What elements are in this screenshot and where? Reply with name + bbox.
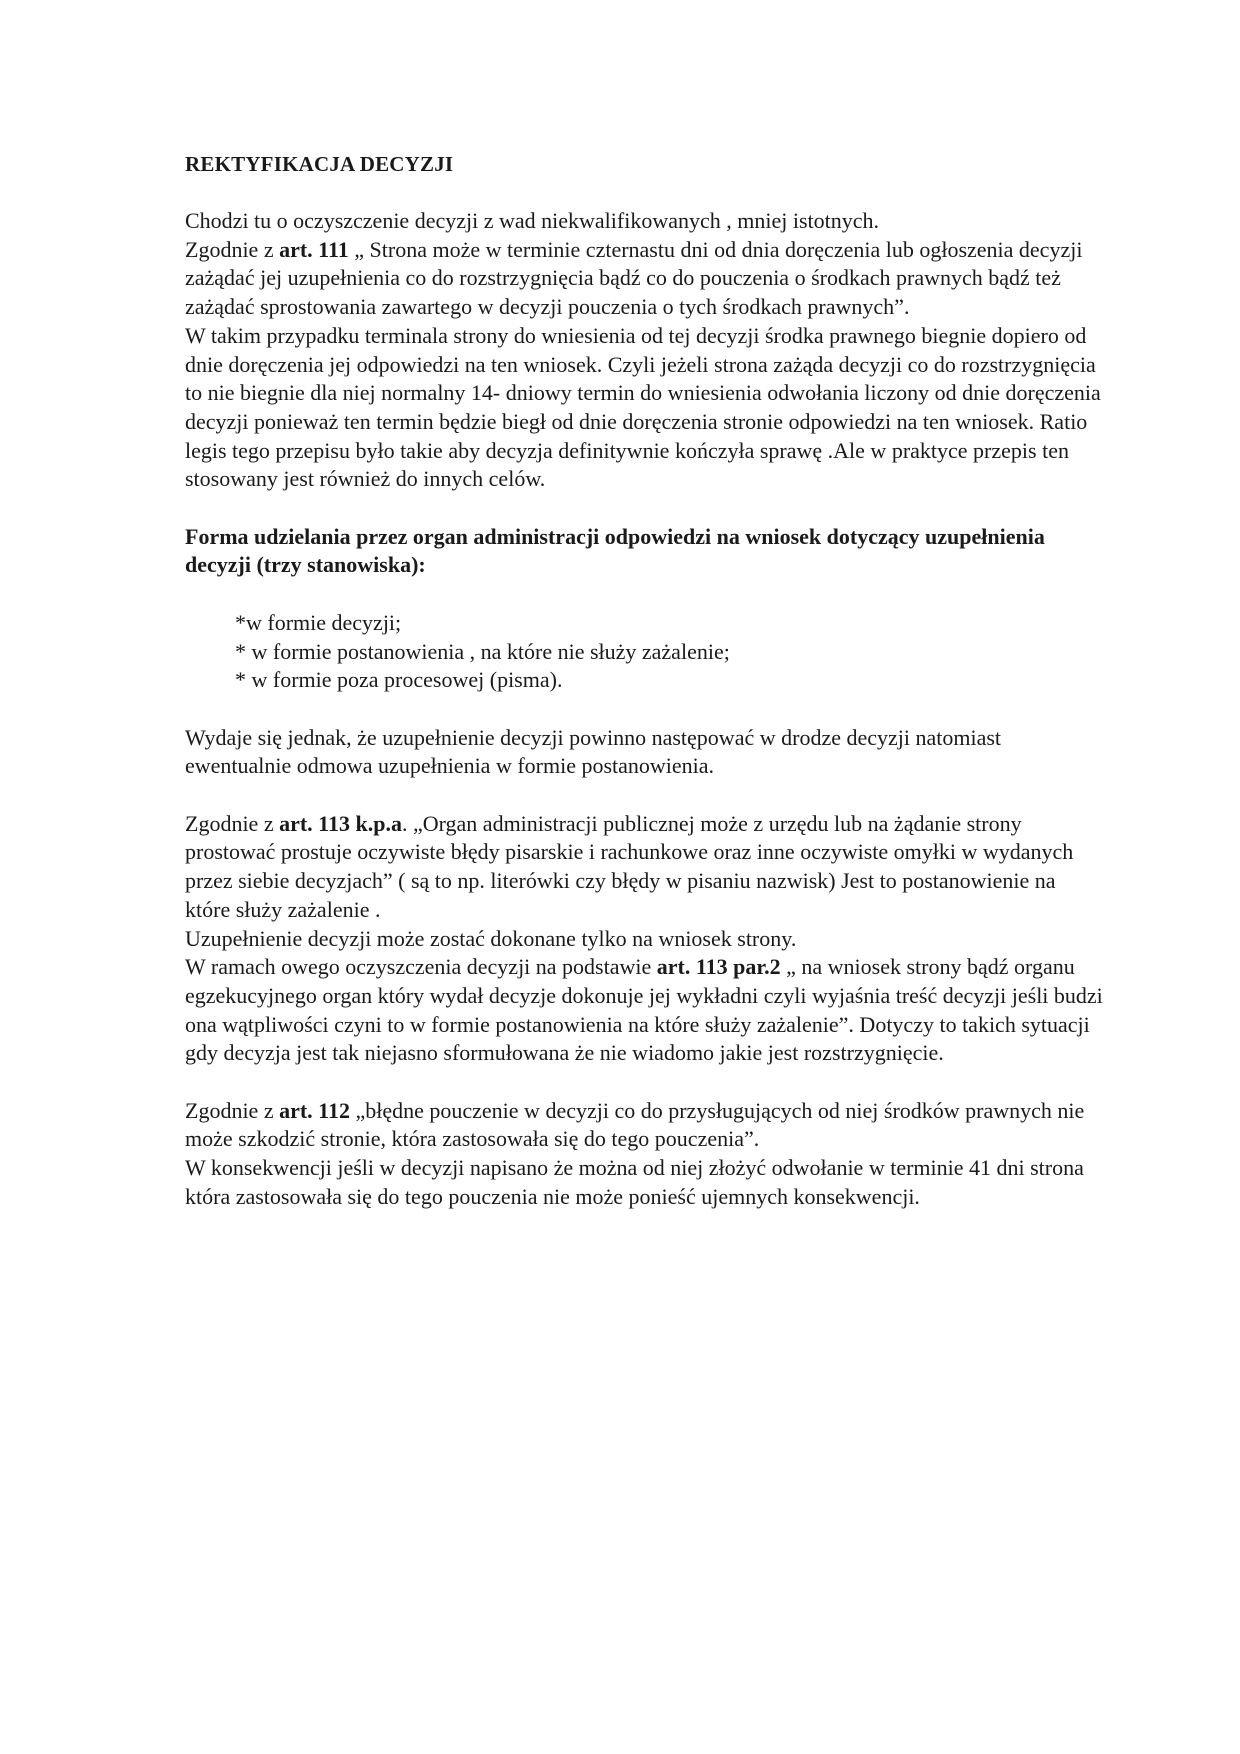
paragraph-art-113-quote: . „Organ administracji publicznej może z urzędu lub na żądanie strony prostować prostuje oczywiste błędy pisarskie i rachunkowe oraz inne oczywiste omyłki w wydanych przez siebie decyzjach” ( są to np. literówki czy błędy w pisaniu nazwisk) Jest to postanowienie na które służy zażalenie . <box>185 810 1074 922</box>
spacer <box>185 1068 1105 1097</box>
article-ref-113: art. 113 k.p.a <box>279 810 402 836</box>
spacer <box>185 494 1105 523</box>
section-heading: Forma udzielania przez organ administracji odpowiedzi na wniosek dotyczący uzupełnienia decyzji (trzy stanowiska): <box>185 523 1045 578</box>
list-item: * w formie poza procesowej (pisma). <box>235 667 563 693</box>
paragraph-art-112-pre: Zgodnie z <box>185 1097 280 1123</box>
document-title: REKTYFIKACJA DECYZJI <box>185 152 454 176</box>
spacer <box>185 781 1105 810</box>
article-ref-113-par2: art. 113 par.2 <box>656 954 781 980</box>
paragraph-art-112-line2: W konsekwencji jeśli w decyzji napisano że można od niej złożyć odwołanie w terminie 41 dni strona która zastosowała się do tego pouczenia nie może ponieść ujemnych konsekwencji. <box>185 1155 1084 1209</box>
paragraph-art-113-pre: Zgodnie z <box>185 810 280 836</box>
paragraph-intro-quote: „ Strona może w terminie czternastu dni od dnia doręczenia lub ogłoszenia decyzji zażądać jej uzupełnienia co do rozstrzygnięcia bądź co do pouczenia o środkach prawnych bądź też zażądać sprostowania zawartego w decyzji pouczenia o tych środkach prawnych”. <box>185 236 1083 320</box>
paragraph-art-113-line2: Uzupełnienie decyzji może zostać dokonane tylko na wniosek strony. <box>185 925 797 951</box>
paragraph-intro <box>185 207 1105 322</box>
paragraph-art-113-quote2: „ na wniosek strony bądź organu egzekucyjnego organ który wydał decyzje dokonuje jej wykładni czyli wyjaśnia treść decyzji jeśli budzi ona wątpliwości czyni to w formie postanowienia na które służy zażalenie”. Dotyczy to takich sytuacji gdy decyzja jest tak niejasno sformułowana że nie wiadomo jakie jest rozstrzygnięcie. <box>185 954 1103 1066</box>
paragraph-art-113-pre2: W ramach owego oczyszczenia decyzji na podstawie <box>185 954 657 980</box>
list-item: * w formie postanowienia , na które nie służy zażalenie; <box>235 638 730 664</box>
paragraph-conclusion: Wydaje się jednak, że uzupełnienie decyzji powinno następować w drodze decyzji natomiast ewentualnie odmowa uzupełnienia w formie postanowienia. <box>185 724 1002 779</box>
list-item: *w formie decyzji; <box>235 609 402 635</box>
paragraph-art-112 <box>185 1097 1105 1212</box>
positions-list <box>185 609 1105 695</box>
paragraph-intro-pre: Zgodnie z <box>185 236 280 262</box>
article-ref-111: art. 111 <box>279 236 349 262</box>
paragraph-art-112-quote: „błędne pouczenie w decyzji co do przysługujących od niej środków prawnych nie może szkodzić stronie, która zastosowała się do tego pouczenia”. <box>185 1097 1085 1152</box>
spacer <box>185 695 1105 724</box>
paragraph-art-113 <box>185 810 1105 1068</box>
document-page <box>185 150 1105 1212</box>
paragraph-explanation: W takim przypadku terminala strony do wniesienia od tej decyzji środka prawnego biegnie dopiero od dnie doręczenia jej odpowiedzi na ten wniosek. Czyli jeżeli strona zażąda decyzji co do rozstrzygnięcia to nie biegnie dla niej normalny 14- dniowy termin do wniesienia odwołania liczony od dnie doręczenia decyzji ponieważ ten termin będzie biegł od dnie doręczenia stronie odpowiedzi na ten wniosek. Ratio legis tego przepisu było takie aby decyzja definitywnie kończyła sprawę .Ale w praktyce przepis ten stosowany jest również do innych celów. <box>185 322 1101 492</box>
spacer <box>185 580 1105 609</box>
paragraph-intro-line1: Chodzi tu o oczyszczenie decyzji z wad niekwalifikowanych , mniej istotnych. <box>185 208 879 233</box>
article-ref-112: art. 112 <box>279 1097 350 1123</box>
